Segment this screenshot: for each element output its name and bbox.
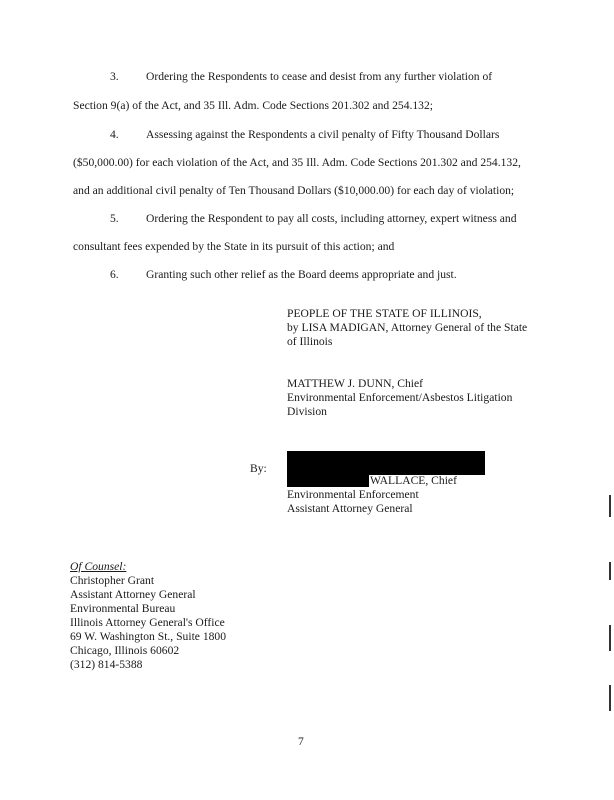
signature-chief-block — [287, 377, 512, 419]
signature-people-line: of Illinois — [287, 335, 333, 348]
scan-edge-mark — [609, 625, 611, 651]
page-number: 7 — [298, 735, 304, 748]
paragraph-4-number: 4. — [110, 128, 119, 141]
signer-block — [287, 488, 419, 516]
signature-people-line: PEOPLE OF THE STATE OF ILLINOIS, — [287, 307, 482, 320]
counsel-heading: Of Counsel: — [70, 560, 127, 573]
paragraph-3-line-2: Section 9(a) of the Act, and 35 Ill. Adm. Code Sections 201.302 and 254.132; — [73, 99, 433, 112]
paragraph-6-number: 6. — [110, 268, 119, 281]
signature-chief-line: Division — [287, 405, 327, 418]
paragraph-4-line-1: Assessing against the Respondents a civil penalty of Fifty Thousand Dollars — [146, 128, 500, 141]
paragraph-3-number: 3. — [110, 70, 119, 83]
counsel-line: Assistant Attorney General — [70, 588, 196, 601]
counsel-line: 69 W. Washington St., Suite 1800 — [70, 630, 227, 643]
scan-edge-mark — [609, 685, 611, 711]
by-label: By: — [250, 462, 267, 475]
signature-people-block — [287, 307, 527, 349]
paragraph-4-line-2: ($50,000.00) for each violation of the Act, and 35 Ill. Adm. Code Sections 201.302 and 254.132, — [73, 156, 521, 169]
signature-chief-line: Environmental Enforcement/Asbestos Litigation — [287, 391, 513, 404]
signer-line: Environmental Enforcement — [287, 488, 419, 501]
scan-edge-mark — [609, 562, 611, 580]
paragraph-5-line-1: Ordering the Respondent to pay all costs, including attorney, expert witness and — [146, 212, 517, 225]
signature-chief-line: MATTHEW J. DUNN, Chief — [287, 377, 423, 390]
counsel-line: Chicago, Illinois 60602 — [70, 644, 180, 657]
signer-title: WALLACE, Chief — [370, 474, 457, 487]
counsel-line: Environmental Bureau — [70, 602, 176, 615]
signer-line: Assistant Attorney General — [287, 502, 413, 515]
counsel-line: Christopher Grant — [70, 574, 155, 587]
counsel-line: (312) 814-5388 — [70, 658, 143, 671]
signature-people-line: by LISA MADIGAN, Attorney General of the State — [287, 321, 528, 334]
redaction-bar — [287, 475, 369, 487]
redaction-bar — [287, 451, 485, 475]
paragraph-3-line-1: Ordering the Respondents to cease and desist from any further violation of — [146, 70, 493, 83]
paragraph-5-line-2: consultant fees expended by the State in its pursuit of this action; and — [73, 240, 395, 253]
paragraph-4-line-3: and an additional civil penalty of Ten Thousand Dollars ($10,000.00) for each day of violation; — [73, 184, 515, 197]
paragraph-6-line-1: Granting such other relief as the Board deems appropriate and just. — [146, 268, 457, 281]
counsel-line: Illinois Attorney General's Office — [70, 616, 225, 629]
counsel-block — [70, 560, 226, 672]
paragraph-5-number: 5. — [110, 212, 119, 225]
scan-edge-mark — [609, 495, 611, 517]
